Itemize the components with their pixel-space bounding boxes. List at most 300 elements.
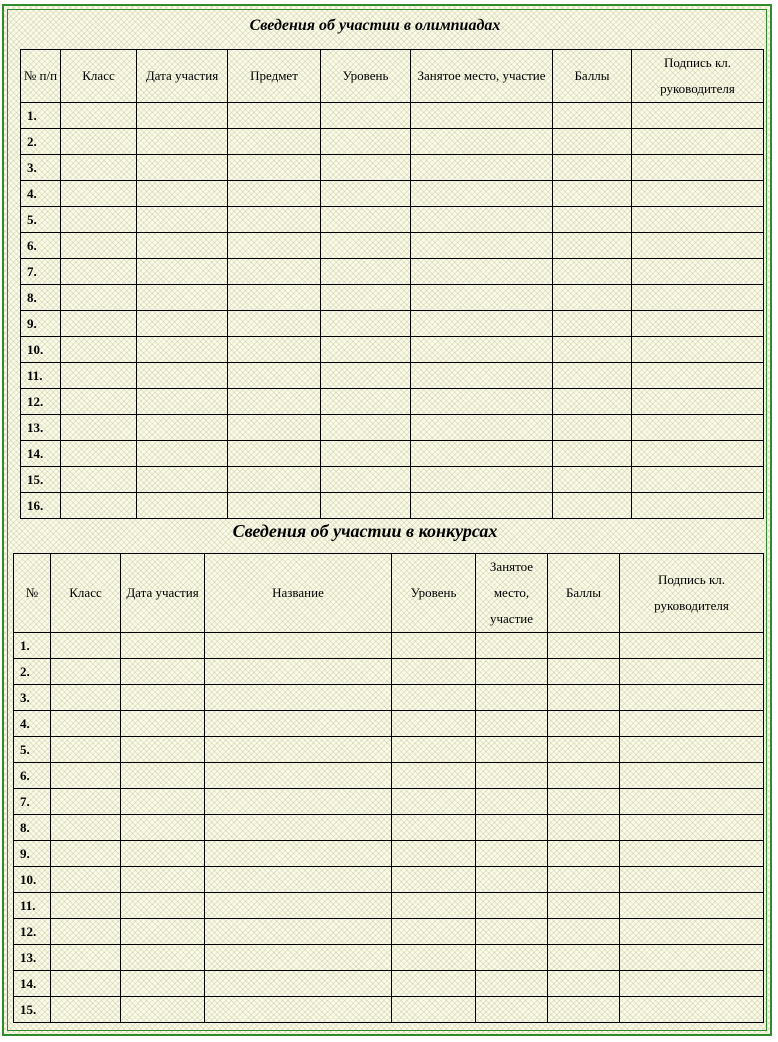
contests-empty-cell[interactable] <box>620 867 764 893</box>
olympiads-empty-cell[interactable] <box>61 285 137 311</box>
olympiads-empty-cell[interactable] <box>321 233 411 259</box>
contests-empty-cell[interactable] <box>476 971 548 997</box>
olympiads-empty-cell[interactable] <box>411 181 553 207</box>
olympiads-empty-cell[interactable] <box>411 363 553 389</box>
contests-row <box>14 997 764 1023</box>
olympiads-empty-cell[interactable] <box>553 181 632 207</box>
contests-row <box>14 919 764 945</box>
olympiads-empty-cell[interactable] <box>321 493 411 519</box>
contests-empty-cell[interactable] <box>476 815 548 841</box>
contests-empty-cell[interactable] <box>620 711 764 737</box>
olympiads-empty-cell[interactable] <box>553 129 632 155</box>
contests-empty-cell[interactable] <box>476 789 548 815</box>
contests-empty-cell[interactable] <box>121 659 205 685</box>
contests-empty-cell[interactable] <box>121 815 205 841</box>
olympiads-row <box>21 337 764 363</box>
contests-header-row <box>14 554 764 633</box>
olympiads-empty-cell[interactable] <box>321 259 411 285</box>
olympiads-row-number: 5. <box>21 207 61 233</box>
contests-empty-cell[interactable] <box>548 737 620 763</box>
olympiads-empty-cell[interactable] <box>553 337 632 363</box>
olympiads-row-number: 15. <box>21 467 61 493</box>
contests-row-number: 2. <box>14 659 51 685</box>
olympiads-empty-cell[interactable] <box>61 493 137 519</box>
olympiads-row-number: 1. <box>21 103 61 129</box>
contests-empty-cell[interactable] <box>392 893 476 919</box>
contests-empty-cell[interactable] <box>548 763 620 789</box>
olympiads-empty-cell[interactable] <box>137 441 228 467</box>
olympiads-empty-cell[interactable] <box>411 207 553 233</box>
contests-header-cell: Занятое место, участие <box>476 554 548 633</box>
contests-header-cell: Название <box>205 554 392 633</box>
olympiads-row-number: 7. <box>21 259 61 285</box>
olympiads-row-number: 11. <box>21 363 61 389</box>
olympiads-row-number: 4. <box>21 181 61 207</box>
olympiads-empty-cell[interactable] <box>321 467 411 493</box>
contests-empty-cell[interactable] <box>548 633 620 659</box>
olympiads-empty-cell[interactable] <box>411 103 553 129</box>
contests-empty-cell[interactable] <box>51 841 121 867</box>
contests-empty-cell[interactable] <box>620 789 764 815</box>
olympiads-empty-cell[interactable] <box>228 233 321 259</box>
contests-row-number: 1. <box>14 633 51 659</box>
contests-row <box>14 711 764 737</box>
olympiads-empty-cell[interactable] <box>632 415 764 441</box>
contests-empty-cell[interactable] <box>205 919 392 945</box>
contests-empty-cell[interactable] <box>51 893 121 919</box>
contests-table-body <box>14 633 764 1023</box>
olympiads-empty-cell[interactable] <box>228 129 321 155</box>
contests-row-number: 3. <box>14 685 51 711</box>
olympiads-empty-cell[interactable] <box>61 233 137 259</box>
olympiads-row <box>21 493 764 519</box>
contests-header-cell: Баллы <box>548 554 620 633</box>
olympiads-title: Сведения об участии в олимпиадах <box>249 17 501 34</box>
page-frame-inner <box>7 9 767 1031</box>
olympiads-empty-cell[interactable] <box>61 415 137 441</box>
contests-row-number: 13. <box>14 945 51 971</box>
contests-empty-cell[interactable] <box>121 867 205 893</box>
contests-empty-cell[interactable] <box>392 841 476 867</box>
contests-empty-cell[interactable] <box>476 737 548 763</box>
olympiads-empty-cell[interactable] <box>321 103 411 129</box>
olympiads-empty-cell[interactable] <box>632 363 764 389</box>
contests-empty-cell[interactable] <box>121 893 205 919</box>
contests-empty-cell[interactable] <box>121 841 205 867</box>
olympiads-header-cell: Занятое место, участие <box>411 50 553 103</box>
contests-empty-cell[interactable] <box>205 685 392 711</box>
olympiads-empty-cell[interactable] <box>228 259 321 285</box>
olympiads-empty-cell[interactable] <box>228 285 321 311</box>
contests-row-number: 6. <box>14 763 51 789</box>
contests-header-cell: Класс <box>51 554 121 633</box>
olympiads-empty-cell[interactable] <box>61 389 137 415</box>
olympiads-empty-cell[interactable] <box>61 441 137 467</box>
olympiads-empty-cell[interactable] <box>411 233 553 259</box>
contests-empty-cell[interactable] <box>205 763 392 789</box>
contests-empty-cell[interactable] <box>548 841 620 867</box>
olympiads-empty-cell[interactable] <box>632 389 764 415</box>
olympiads-empty-cell[interactable] <box>553 155 632 181</box>
olympiads-empty-cell[interactable] <box>632 155 764 181</box>
contests-empty-cell[interactable] <box>548 685 620 711</box>
olympiads-empty-cell[interactable] <box>61 311 137 337</box>
olympiads-empty-cell[interactable] <box>411 493 553 519</box>
olympiads-empty-cell[interactable] <box>411 311 553 337</box>
olympiads-header-cell: Баллы <box>553 50 632 103</box>
contests-empty-cell[interactable] <box>51 789 121 815</box>
olympiads-empty-cell[interactable] <box>411 259 553 285</box>
olympiads-row <box>21 285 764 311</box>
contests-empty-cell[interactable] <box>476 685 548 711</box>
contests-empty-cell[interactable] <box>205 815 392 841</box>
contests-empty-cell[interactable] <box>121 945 205 971</box>
olympiads-empty-cell[interactable] <box>632 493 764 519</box>
olympiads-empty-cell[interactable] <box>411 155 553 181</box>
contests-empty-cell[interactable] <box>121 711 205 737</box>
contests-row-number: 14. <box>14 971 51 997</box>
olympiads-empty-cell[interactable] <box>137 415 228 441</box>
olympiads-empty-cell[interactable] <box>228 311 321 337</box>
olympiads-row <box>21 233 764 259</box>
contests-empty-cell[interactable] <box>51 997 121 1023</box>
contests-row-number: 11. <box>14 893 51 919</box>
contests-empty-cell[interactable] <box>205 867 392 893</box>
olympiads-empty-cell[interactable] <box>321 129 411 155</box>
olympiads-empty-cell[interactable] <box>137 259 228 285</box>
olympiads-empty-cell[interactable] <box>61 337 137 363</box>
olympiads-empty-cell[interactable] <box>553 285 632 311</box>
contests-empty-cell[interactable] <box>620 737 764 763</box>
contests-row <box>14 893 764 919</box>
contests-empty-cell[interactable] <box>51 763 121 789</box>
olympiads-empty-cell[interactable] <box>632 207 764 233</box>
contests-empty-cell[interactable] <box>121 971 205 997</box>
contests-empty-cell[interactable] <box>121 737 205 763</box>
olympiads-empty-cell[interactable] <box>553 441 632 467</box>
contests-empty-cell[interactable] <box>548 997 620 1023</box>
olympiads-empty-cell[interactable] <box>61 467 137 493</box>
olympiads-empty-cell[interactable] <box>553 233 632 259</box>
olympiads-empty-cell[interactable] <box>228 441 321 467</box>
olympiads-row-number: 13. <box>21 415 61 441</box>
contests-empty-cell[interactable] <box>548 971 620 997</box>
olympiads-empty-cell[interactable] <box>411 129 553 155</box>
olympiads-empty-cell[interactable] <box>632 311 764 337</box>
olympiads-empty-cell[interactable] <box>632 233 764 259</box>
contests-empty-cell[interactable] <box>51 659 121 685</box>
olympiads-table-body <box>21 103 764 519</box>
olympiads-row <box>21 155 764 181</box>
contests-empty-cell[interactable] <box>476 633 548 659</box>
olympiads-empty-cell[interactable] <box>61 207 137 233</box>
olympiads-empty-cell[interactable] <box>553 389 632 415</box>
olympiads-header-row <box>21 50 764 103</box>
contests-empty-cell[interactable] <box>620 841 764 867</box>
contests-empty-cell[interactable] <box>392 659 476 685</box>
olympiads-empty-cell[interactable] <box>632 337 764 363</box>
olympiads-empty-cell[interactable] <box>632 441 764 467</box>
olympiads-row <box>21 389 764 415</box>
olympiads-empty-cell[interactable] <box>411 285 553 311</box>
contests-title: Сведения об участии в конкурсах <box>232 521 498 541</box>
contests-empty-cell[interactable] <box>620 919 764 945</box>
contests-row <box>14 685 764 711</box>
contests-empty-cell[interactable] <box>205 633 392 659</box>
olympiads-empty-cell[interactable] <box>321 285 411 311</box>
olympiads-empty-cell[interactable] <box>632 129 764 155</box>
contests-row <box>14 815 764 841</box>
olympiads-empty-cell[interactable] <box>228 493 321 519</box>
contests-empty-cell[interactable] <box>392 971 476 997</box>
contests-empty-cell[interactable] <box>620 997 764 1023</box>
contests-empty-cell[interactable] <box>620 971 764 997</box>
contests-header-cell: Дата участия <box>121 554 205 633</box>
olympiads-header-cell: Уровень <box>321 50 411 103</box>
olympiads-row-number: 14. <box>21 441 61 467</box>
contests-row <box>14 737 764 763</box>
contests-empty-cell[interactable] <box>620 763 764 789</box>
contests-empty-cell[interactable] <box>476 867 548 893</box>
olympiads-empty-cell[interactable] <box>137 207 228 233</box>
contests-row <box>14 633 764 659</box>
olympiads-empty-cell[interactable] <box>321 207 411 233</box>
contests-row-number: 7. <box>14 789 51 815</box>
olympiads-empty-cell[interactable] <box>553 207 632 233</box>
contests-empty-cell[interactable] <box>476 919 548 945</box>
contests-empty-cell[interactable] <box>392 919 476 945</box>
contests-empty-cell[interactable] <box>476 945 548 971</box>
olympiads-empty-cell[interactable] <box>553 415 632 441</box>
contests-empty-cell[interactable] <box>392 737 476 763</box>
contests-empty-cell[interactable] <box>205 945 392 971</box>
contests-header-cell: Подпись кл. руководителя <box>620 554 764 633</box>
contests-empty-cell[interactable] <box>121 633 205 659</box>
olympiads-row <box>21 415 764 441</box>
olympiads-empty-cell[interactable] <box>61 181 137 207</box>
contests-empty-cell[interactable] <box>548 919 620 945</box>
olympiads-row-number: 12. <box>21 389 61 415</box>
olympiads-empty-cell[interactable] <box>632 285 764 311</box>
contests-empty-cell[interactable] <box>392 789 476 815</box>
olympiads-empty-cell[interactable] <box>137 363 228 389</box>
olympiads-empty-cell[interactable] <box>137 389 228 415</box>
olympiads-empty-cell[interactable] <box>321 389 411 415</box>
olympiads-empty-cell[interactable] <box>137 181 228 207</box>
olympiads-empty-cell[interactable] <box>321 415 411 441</box>
olympiads-empty-cell[interactable] <box>61 363 137 389</box>
olympiads-empty-cell[interactable] <box>61 155 137 181</box>
olympiads-empty-cell[interactable] <box>137 129 228 155</box>
contests-empty-cell[interactable] <box>205 997 392 1023</box>
contests-empty-cell[interactable] <box>51 633 121 659</box>
contests-row-number: 15. <box>14 997 51 1023</box>
contests-empty-cell[interactable] <box>121 763 205 789</box>
contests-empty-cell[interactable] <box>476 659 548 685</box>
contests-row <box>14 763 764 789</box>
olympiads-empty-cell[interactable] <box>228 467 321 493</box>
contests-empty-cell[interactable] <box>121 789 205 815</box>
olympiads-row <box>21 103 764 129</box>
olympiads-empty-cell[interactable] <box>228 155 321 181</box>
contests-empty-cell[interactable] <box>51 737 121 763</box>
contests-empty-cell[interactable] <box>548 815 620 841</box>
olympiads-empty-cell[interactable] <box>321 441 411 467</box>
contests-empty-cell[interactable] <box>392 945 476 971</box>
contests-empty-cell[interactable] <box>476 763 548 789</box>
contests-empty-cell[interactable] <box>476 997 548 1023</box>
olympiads-empty-cell[interactable] <box>137 311 228 337</box>
olympiads-empty-cell[interactable] <box>632 259 764 285</box>
olympiads-empty-cell[interactable] <box>137 103 228 129</box>
olympiads-empty-cell[interactable] <box>228 415 321 441</box>
contests-empty-cell[interactable] <box>476 711 548 737</box>
olympiads-empty-cell[interactable] <box>632 181 764 207</box>
contests-empty-cell[interactable] <box>620 815 764 841</box>
olympiads-empty-cell[interactable] <box>553 311 632 337</box>
olympiads-empty-cell[interactable] <box>61 103 137 129</box>
olympiads-header-cell: Дата участия <box>137 50 228 103</box>
contests-row-number: 4. <box>14 711 51 737</box>
contests-row-number: 10. <box>14 867 51 893</box>
olympiads-empty-cell[interactable] <box>321 311 411 337</box>
olympiads-empty-cell[interactable] <box>632 103 764 129</box>
olympiads-row <box>21 129 764 155</box>
contests-empty-cell[interactable] <box>392 633 476 659</box>
olympiads-row <box>21 311 764 337</box>
contests-row <box>14 867 764 893</box>
contests-empty-cell[interactable] <box>392 815 476 841</box>
contests-empty-cell[interactable] <box>392 867 476 893</box>
contests-empty-cell[interactable] <box>476 893 548 919</box>
contests-empty-cell[interactable] <box>205 971 392 997</box>
olympiads-empty-cell[interactable] <box>411 337 553 363</box>
olympiads-row <box>21 363 764 389</box>
contests-empty-cell[interactable] <box>51 971 121 997</box>
olympiads-row-number: 3. <box>21 155 61 181</box>
form-page <box>2 4 772 1036</box>
contests-empty-cell[interactable] <box>205 789 392 815</box>
olympiads-empty-cell[interactable] <box>228 103 321 129</box>
olympiads-header-cell: Класс <box>61 50 137 103</box>
contests-empty-cell[interactable] <box>51 919 121 945</box>
olympiads-empty-cell[interactable] <box>137 155 228 181</box>
olympiads-header-cell: Подпись кл. руководителя <box>632 50 764 103</box>
olympiads-empty-cell[interactable] <box>228 363 321 389</box>
olympiads-empty-cell[interactable] <box>61 259 137 285</box>
olympiads-row <box>21 441 764 467</box>
olympiads-empty-cell[interactable] <box>137 467 228 493</box>
contests-row <box>14 659 764 685</box>
olympiads-row-number: 6. <box>21 233 61 259</box>
contests-row-number: 5. <box>14 737 51 763</box>
contests-empty-cell[interactable] <box>51 685 121 711</box>
contests-header-cell: Уровень <box>392 554 476 633</box>
contests-row-number: 9. <box>14 841 51 867</box>
contests-row <box>14 971 764 997</box>
olympiads-empty-cell[interactable] <box>228 389 321 415</box>
olympiads-row-number: 10. <box>21 337 61 363</box>
contests-empty-cell[interactable] <box>548 893 620 919</box>
contests-empty-cell[interactable] <box>51 945 121 971</box>
olympiads-empty-cell[interactable] <box>632 467 764 493</box>
contests-row-number: 8. <box>14 815 51 841</box>
olympiads-table <box>20 49 764 519</box>
contests-empty-cell[interactable] <box>548 789 620 815</box>
olympiads-empty-cell[interactable] <box>411 389 553 415</box>
contests-empty-cell[interactable] <box>121 919 205 945</box>
olympiads-row <box>21 207 764 233</box>
contests-empty-cell[interactable] <box>392 685 476 711</box>
olympiads-row-number: 2. <box>21 129 61 155</box>
olympiads-empty-cell[interactable] <box>137 233 228 259</box>
contests-empty-cell[interactable] <box>548 867 620 893</box>
olympiads-empty-cell[interactable] <box>137 493 228 519</box>
contests-row-number: 12. <box>14 919 51 945</box>
olympiads-empty-cell[interactable] <box>553 259 632 285</box>
olympiads-empty-cell[interactable] <box>228 207 321 233</box>
olympiads-empty-cell[interactable] <box>411 415 553 441</box>
contests-empty-cell[interactable] <box>476 841 548 867</box>
olympiads-empty-cell[interactable] <box>321 363 411 389</box>
contests-empty-cell[interactable] <box>121 685 205 711</box>
contests-empty-cell[interactable] <box>620 945 764 971</box>
olympiads-empty-cell[interactable] <box>61 129 137 155</box>
contests-row <box>14 841 764 867</box>
olympiads-empty-cell[interactable] <box>228 181 321 207</box>
contests-empty-cell[interactable] <box>121 997 205 1023</box>
olympiads-empty-cell[interactable] <box>137 337 228 363</box>
contests-empty-cell[interactable] <box>620 893 764 919</box>
contests-empty-cell[interactable] <box>548 945 620 971</box>
olympiads-header-cell: Предмет <box>228 50 321 103</box>
contests-empty-cell[interactable] <box>392 763 476 789</box>
olympiads-empty-cell[interactable] <box>553 103 632 129</box>
olympiads-empty-cell[interactable] <box>411 441 553 467</box>
contests-empty-cell[interactable] <box>51 711 121 737</box>
contests-empty-cell[interactable] <box>620 633 764 659</box>
olympiads-empty-cell[interactable] <box>321 337 411 363</box>
olympiads-empty-cell[interactable] <box>137 285 228 311</box>
contests-empty-cell[interactable] <box>620 659 764 685</box>
contests-empty-cell[interactable] <box>51 815 121 841</box>
contests-empty-cell[interactable] <box>205 711 392 737</box>
olympiads-row-number: 9. <box>21 311 61 337</box>
contests-table <box>13 553 764 1023</box>
olympiads-row <box>21 259 764 285</box>
olympiads-empty-cell[interactable] <box>228 337 321 363</box>
olympiads-empty-cell[interactable] <box>321 181 411 207</box>
contests-row <box>14 789 764 815</box>
contests-empty-cell[interactable] <box>205 893 392 919</box>
contests-row <box>14 945 764 971</box>
olympiads-empty-cell[interactable] <box>321 155 411 181</box>
contests-empty-cell[interactable] <box>620 685 764 711</box>
olympiads-empty-cell[interactable] <box>553 363 632 389</box>
contests-empty-cell[interactable] <box>392 997 476 1023</box>
contests-empty-cell[interactable] <box>205 737 392 763</box>
contests-empty-cell[interactable] <box>205 841 392 867</box>
olympiads-row-number: 8. <box>21 285 61 311</box>
contests-empty-cell[interactable] <box>548 659 620 685</box>
contests-empty-cell[interactable] <box>392 711 476 737</box>
contests-empty-cell[interactable] <box>51 867 121 893</box>
olympiads-empty-cell[interactable] <box>411 467 553 493</box>
olympiads-empty-cell[interactable] <box>553 467 632 493</box>
contests-empty-cell[interactable] <box>548 711 620 737</box>
olympiads-empty-cell[interactable] <box>553 493 632 519</box>
contests-empty-cell[interactable] <box>205 659 392 685</box>
